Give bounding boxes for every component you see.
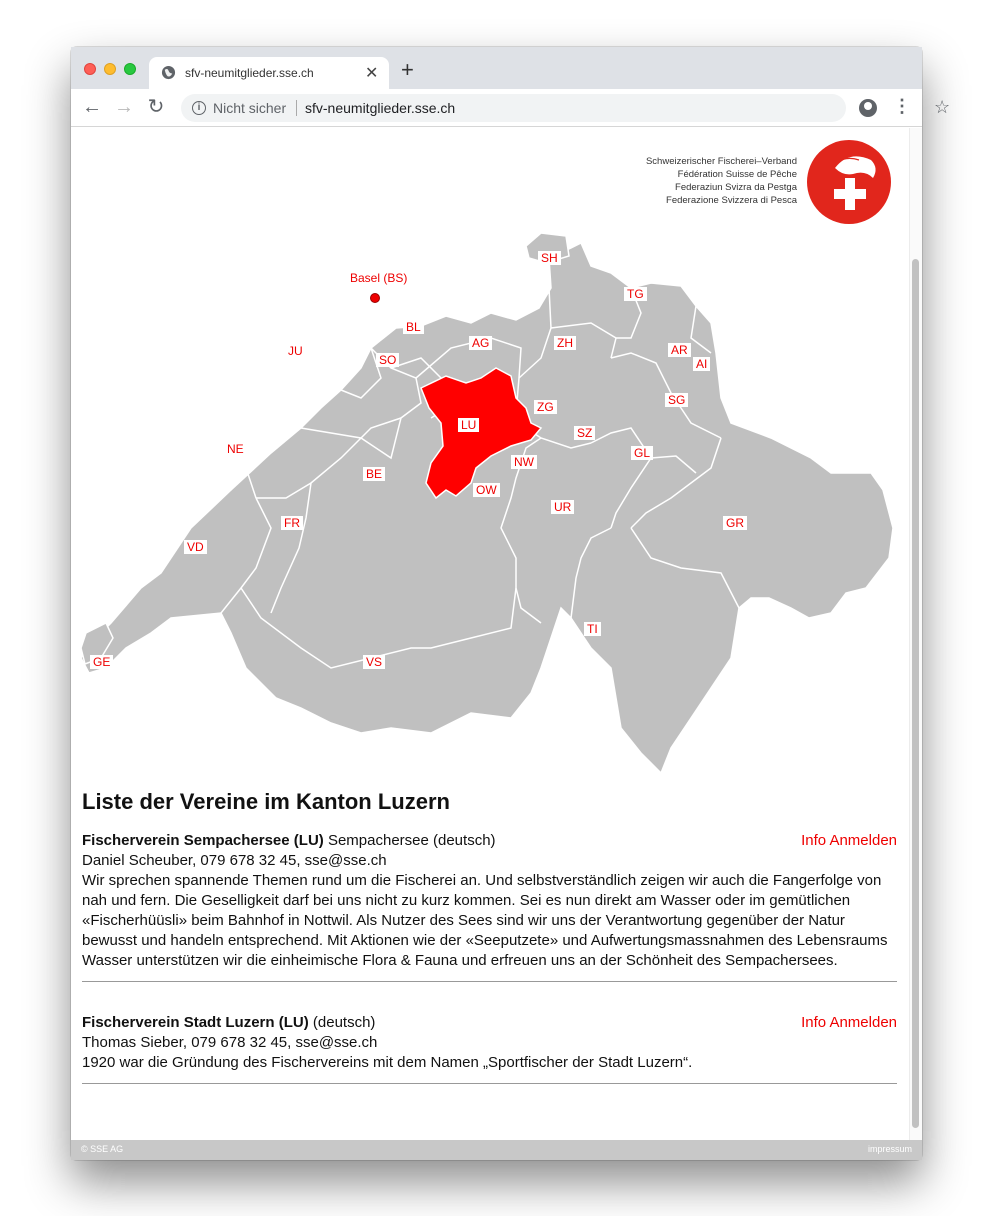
switzerland-map [71,228,907,773]
canton-label-so[interactable]: SO [376,353,399,367]
globe-icon [161,65,176,80]
club-entry [82,1013,897,1084]
club-description: 1920 war die Gründung des Fischervereins mit dem Namen „Sportfischer der Stadt Luzern“. [82,1054,693,1071]
canton-label-ur[interactable]: UR [551,500,574,514]
logo-line-rm: Federaziun Svizra da Pestga [675,182,797,193]
club-contact: Thomas Sieber, 079 678 32 45, sse@sse.ch [82,1034,378,1051]
maximize-window-button[interactable] [124,63,136,75]
close-tab-icon[interactable]: ✕ [365,65,379,82]
menu-kebab-icon[interactable]: ⋮ [893,96,911,116]
canton-label-ti[interactable]: TI [584,622,601,636]
canton-label-bl[interactable]: BL [403,320,424,334]
info-link[interactable]: Info [801,1014,827,1031]
logo-line-it: Federazione Svizzera di Pesca [666,195,797,206]
back-icon[interactable]: ← [82,96,102,118]
basel-label[interactable]: Basel (BS) [350,271,408,285]
bookmark-star-icon[interactable]: ☆ [934,97,951,117]
register-link[interactable]: Anmelden [829,1014,897,1031]
tab-bar [71,47,922,89]
omnibox-divider [296,100,297,116]
browser-tab[interactable] [149,57,389,89]
basel-marker[interactable] [371,294,380,303]
sfv-logo-text [646,155,797,207]
canton-label-sz[interactable]: SZ [574,426,595,440]
canton-label-vs[interactable]: VS [363,655,385,669]
canton-label-be[interactable]: BE [363,467,385,481]
canton-label-ag[interactable]: AG [469,336,492,350]
new-tab-button[interactable]: + [401,57,414,82]
canton-label-ar[interactable]: AR [668,343,691,357]
club-language: (deutsch) [308,1014,376,1031]
club-header [82,1013,897,1033]
canton-label-gl[interactable]: GL [631,446,653,460]
profile-icon[interactable] [859,99,877,117]
register-link[interactable]: Anmelden [829,832,897,849]
footer [71,1140,922,1160]
info-icon[interactable]: i [192,101,206,115]
canton-label-ne[interactable]: NE [224,442,247,456]
canton-label-tg[interactable]: TG [624,287,647,301]
impressum-link[interactable]: impressum [867,1144,912,1154]
page-content [71,128,922,1140]
copyright: © SSE AG [81,1144,124,1154]
canton-label-zg[interactable]: ZG [534,400,557,414]
page-title: Liste der Vereine im Kanton Luzern [82,789,450,814]
sfv-logo[interactable] [807,140,891,224]
club-contact: Daniel Scheuber, 079 678 32 45, sse@sse.ch [82,852,387,869]
canton-label-ge[interactable]: GE [90,655,113,669]
reload-icon[interactable]: ↻ [147,96,165,118]
browser-window [71,47,951,1160]
club-name: Fischerverein Stadt Luzern (LU) [82,1014,309,1031]
canton-label-fr[interactable]: FR [281,516,303,530]
info-link[interactable]: Info [801,832,827,849]
fish-cross-logo-icon [807,140,891,224]
canton-label-gr[interactable]: GR [723,516,747,530]
canton-label-ow[interactable]: OW [473,483,500,497]
canton-label-nw[interactable]: NW [511,455,537,469]
club-entry [82,831,897,982]
close-window-button[interactable] [84,63,96,75]
club-divider [82,981,897,982]
club-lake-language: Sempachersee (deutsch) [323,832,496,849]
club-header [82,831,897,851]
canton-label-zh[interactable]: ZH [554,336,576,350]
club-description: Wir sprechen spannende Themen rund um die Fischerei an. Und selbstverständlich zeigen wir auch die Fangerfolge von nah und fern. Die Geselligkeit darf bei uns nicht zu kurz kommen. Sei es nun direkt am Wasser oder im gemütlichen «Fischerhüüsli» beim Bahnhof in Nottwil. Als Nutzer des Sees sind wir uns der Verantwortung gegenüber der Natur bewusst und handeln entsprechend. Mit Aktionen wie der «Seeputzete» und Aufwertungsmassnahmen des Lebensraums Wasser unterstützen wir die einheimische Flora & Fauna und erfreuen uns an der Schönheit des Sempachersees. [82,872,888,969]
canton-label-ai[interactable]: AI [693,357,710,371]
switzerland-outline [81,243,893,773]
club-actions [801,831,897,851]
forward-icon[interactable]: → [114,96,134,118]
minimize-window-button[interactable] [104,63,116,75]
browser-toolbar [71,89,951,127]
canton-label-ju[interactable]: JU [285,344,306,358]
canton-label-vd[interactable]: VD [184,540,207,554]
club-name: Fischerverein Sempachersee (LU) [82,832,324,849]
logo-line-fr: Fédération Suisse de Pêche [677,169,797,180]
address-bar[interactable] [181,94,951,122]
tab-title: sfv-neumitglieder.sse.ch [185,66,314,80]
canton-label-sg[interactable]: SG [665,393,688,407]
club-actions [801,1013,897,1033]
logo-line-de: Schweizerischer Fischerei–Verband [645,156,797,167]
canton-label-sh[interactable]: SH [538,251,561,265]
scrollbar-thumb[interactable] [912,259,919,1128]
security-label: Nicht sicher [213,100,287,116]
url-text[interactable]: sfv-neumitglieder.sse.ch [305,100,456,116]
canton-label-lu[interactable]: LU [458,418,479,432]
club-divider [82,1083,897,1084]
